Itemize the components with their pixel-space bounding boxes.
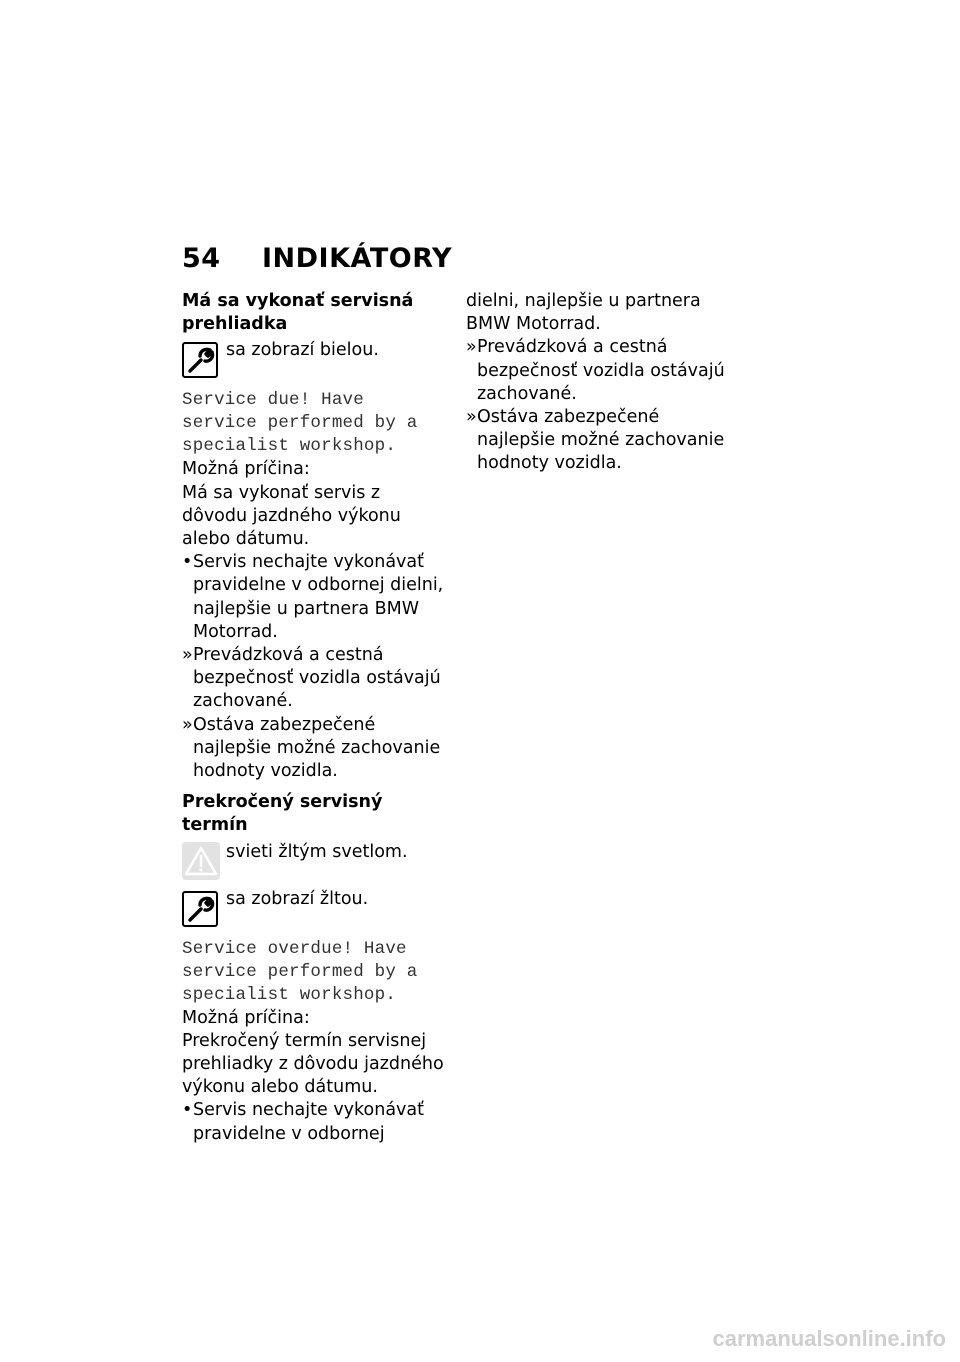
indicator-row <box>182 841 450 885</box>
bullet-mark: • <box>182 1100 193 1121</box>
display-message-line: service performed by a <box>182 961 418 982</box>
bullet-item <box>182 1099 450 1145</box>
section-heading: Prekročený servisný termín <box>182 792 383 836</box>
page-number: 54 <box>182 243 221 274</box>
wrench-icon <box>182 342 218 378</box>
page-header <box>182 243 452 274</box>
display-message-line: Service due! Have <box>182 390 364 411</box>
right-column <box>466 290 741 476</box>
result-item <box>466 406 741 476</box>
bullet-mark: • <box>182 552 193 573</box>
cause-text: Prekročený termín servisnej prehliadky z dôvodu jazdného výkonu alebo dátumu. <box>182 1030 444 1098</box>
cause-label: Možná príčina: <box>182 459 310 480</box>
warning-text: svieti žltým svetlom. <box>226 841 408 862</box>
cause-label: Možná príčina: <box>182 1007 310 1028</box>
result-item <box>466 336 741 406</box>
indicator-text: sa zobrazí žltou. <box>226 888 369 909</box>
indicator-text: sa zobrazí bielou. <box>226 340 379 361</box>
display-message-line: Service overdue! Have <box>182 938 407 959</box>
result-text: Prevádzková a cestná bezpečnosť vozidla ostávajú zachované. <box>477 337 725 404</box>
result-text: Prevádzková a cestná bezpečnosť vozidla ostávajú zachované. <box>193 645 441 712</box>
indicator-row <box>182 339 450 383</box>
result-mark: » <box>466 407 477 428</box>
wrench-icon <box>182 891 218 927</box>
bullet-item <box>182 551 450 644</box>
indicator-row <box>182 888 450 932</box>
left-column <box>182 290 450 1146</box>
bullet-text: Servis nechajte vykonávať pravidelne v odbornej dielni, najlepšie u partnera BMW Motorrad. <box>193 552 444 642</box>
warning-triangle-icon <box>182 842 220 880</box>
bullet-text-continued: dielni, najlepšie u partnera BMW Motorrad. <box>466 291 701 335</box>
result-item <box>182 714 450 784</box>
display-message <box>182 938 450 1007</box>
result-mark: » <box>182 645 193 666</box>
section-heading: Má sa vykonať servisná prehliadka <box>182 291 414 335</box>
display-message-line: specialist workshop. <box>182 436 397 457</box>
result-text: Ostáva zabezpečené najlepšie možné zachovanie hodnoty vozidla. <box>193 714 441 782</box>
result-mark: » <box>466 337 477 358</box>
result-text: Ostáva zabezpečené najlepšie možné zachovanie hodnoty vozidla. <box>477 407 725 474</box>
page-title: INDIKÁTORY <box>262 243 453 274</box>
display-message <box>182 389 450 458</box>
result-mark: » <box>182 714 193 735</box>
display-message-line: specialist workshop. <box>182 984 397 1005</box>
result-item <box>182 644 450 714</box>
watermark: carmanualsonline.info <box>712 1326 946 1351</box>
cause-text: Má sa vykonať servis z dôvodu jazdného výkonu alebo dátumu. <box>182 482 401 550</box>
bullet-text: Servis nechajte vykonávať pravidelne v odbornej <box>193 1100 425 1144</box>
display-message-line: service performed by a <box>182 413 418 434</box>
